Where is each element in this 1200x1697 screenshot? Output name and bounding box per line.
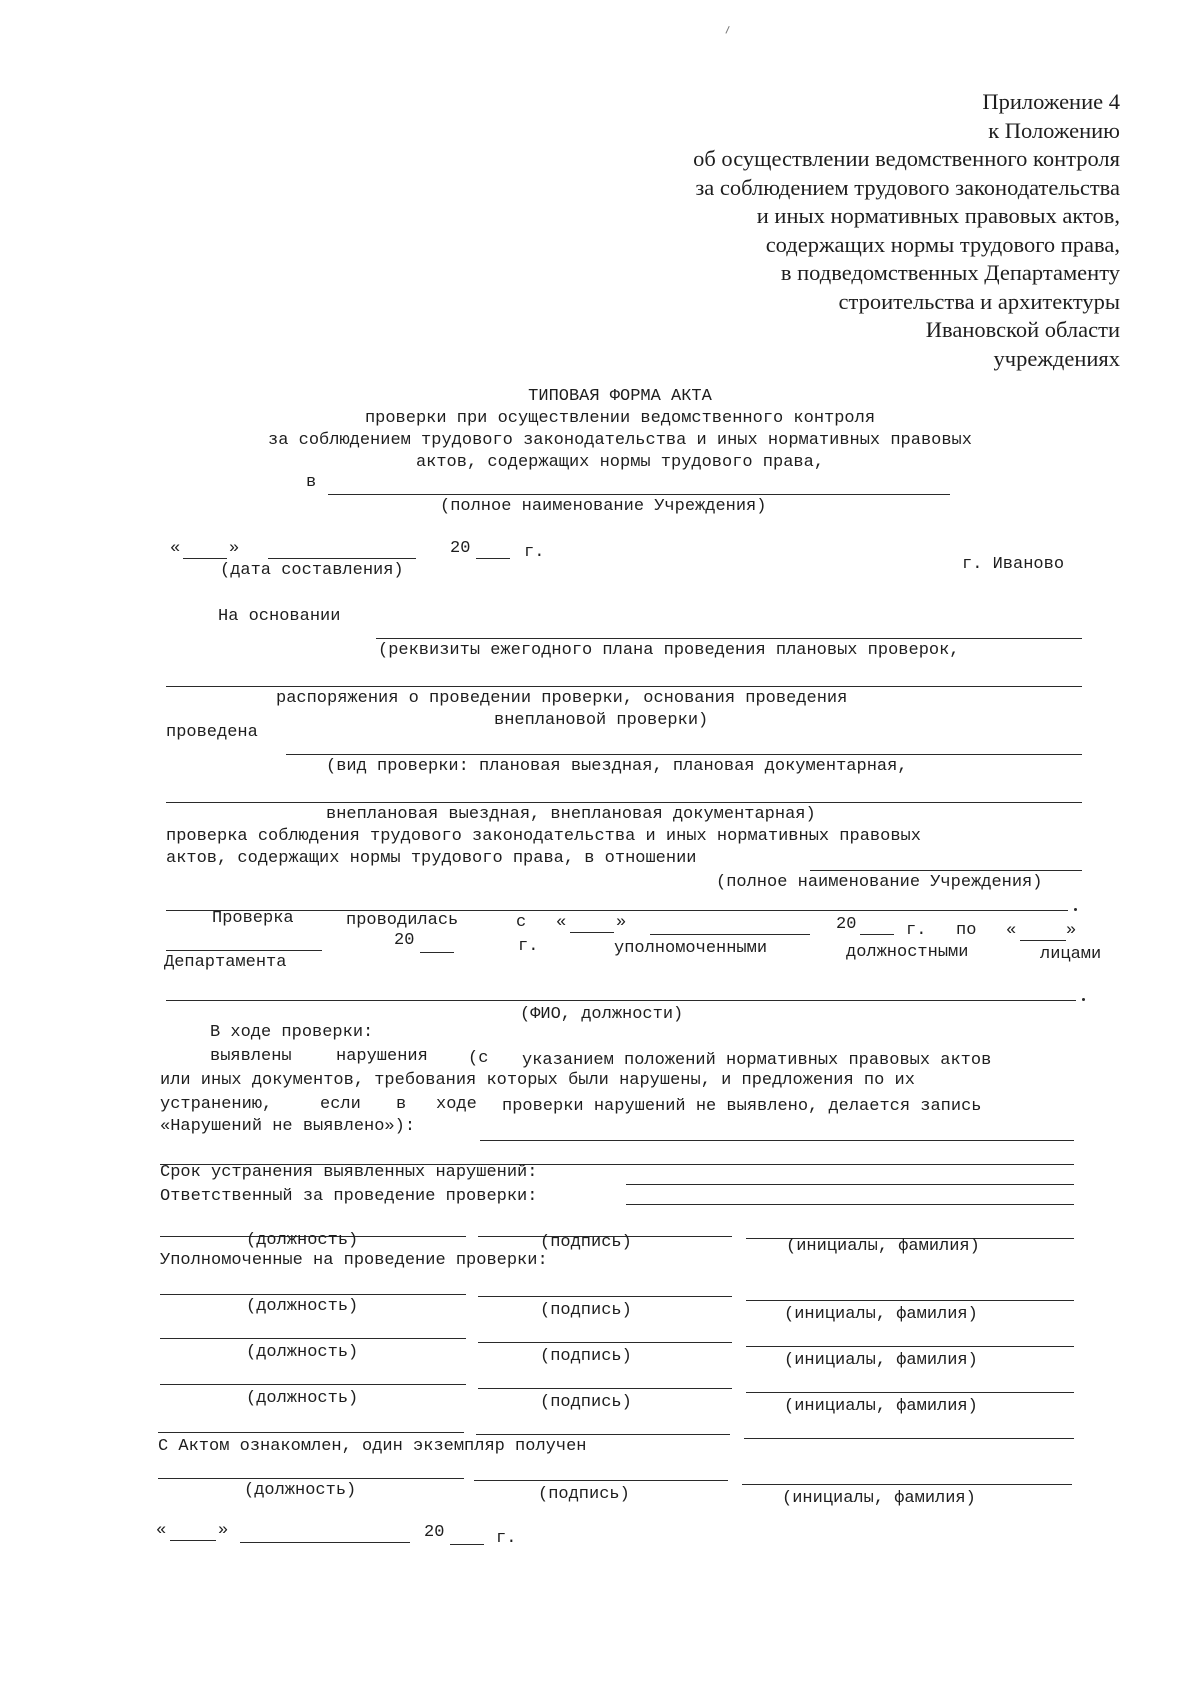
period-to-day-field[interactable] xyxy=(1020,940,1066,941)
deadline-field[interactable] xyxy=(626,1184,1074,1185)
period-word: проводилась xyxy=(346,911,459,930)
inspection-type-caption-2: внеплановая выездная, внеплановая документарная) xyxy=(326,805,816,824)
period-word: » xyxy=(616,913,627,932)
final-date-close-quote: » xyxy=(218,1521,229,1540)
findings-word: (с xyxy=(468,1049,489,1068)
acquainted-name-field-top[interactable] xyxy=(744,1438,1074,1439)
conducted-label: проведена xyxy=(166,723,258,742)
authorized-signature-field[interactable] xyxy=(478,1388,732,1389)
signature-caption: (подпись) xyxy=(540,1393,632,1412)
findings-heading: В ходе проверки: xyxy=(210,1023,374,1042)
findings-word: если xyxy=(320,1095,361,1114)
period-word: Проверка xyxy=(212,909,294,928)
period-mark xyxy=(1074,908,1077,911)
basis-label: На основании xyxy=(218,607,341,626)
basis-caption-1: (реквизиты ежегодного плана проведения плановых проверок, xyxy=(378,641,960,660)
appendix-line: содержащих нормы трудового права, xyxy=(765,231,1120,257)
date-year-prefix: 20 xyxy=(450,539,471,558)
name-caption: (инициалы, фамилия) xyxy=(782,1489,976,1508)
basis-caption-2: распоряжения о проведении проверки, основания проведения xyxy=(276,689,848,708)
date-year-field[interactable] xyxy=(476,558,510,559)
department-label: Департамента xyxy=(164,953,287,972)
date-year-suffix: г. xyxy=(524,543,545,562)
findings-field[interactable] xyxy=(480,1140,1074,1141)
acquainted-signature-field[interactable] xyxy=(474,1480,728,1481)
period-word: « xyxy=(556,913,567,932)
basis-field-2[interactable] xyxy=(166,686,1082,687)
inspection-type-caption-1: (вид проверки: плановая выездная, плановая документарная, xyxy=(326,757,908,776)
position-caption: (должность) xyxy=(246,1343,359,1362)
name-caption: (инициалы, фамилия) xyxy=(784,1305,978,1324)
appendix-line: учреждениях xyxy=(993,345,1120,371)
period-from-year-field[interactable] xyxy=(860,934,894,935)
position-caption: (должность) xyxy=(246,1389,359,1408)
responsible-label: Ответственный за проведение проверки: xyxy=(160,1187,538,1206)
appendix-line: за соблюдением трудового законодательства xyxy=(695,174,1120,200)
name-caption: (инициалы, фамилия) xyxy=(786,1237,980,1256)
authorized-name-field[interactable] xyxy=(746,1300,1074,1301)
institution-name-field-2[interactable] xyxy=(810,870,1082,871)
acquainted-name-field[interactable] xyxy=(742,1484,1072,1485)
scan-mark xyxy=(725,26,730,34)
period-word: « xyxy=(1006,921,1017,940)
period-to-year-field[interactable] xyxy=(420,952,454,953)
conducted-text-1: проверка соблюдения трудового законодательства и иных нормативных правовых xyxy=(166,827,921,846)
period-to-month-field[interactable] xyxy=(166,950,322,951)
appendix-line: Ивановской области xyxy=(925,317,1120,342)
form-subtitle-line1: проверки при осуществлении ведомственного контроля xyxy=(364,409,876,428)
findings-word: ходе xyxy=(436,1095,477,1114)
authorized-position-field[interactable] xyxy=(160,1338,466,1339)
findings-word: указанием положений нормативных правовых актов xyxy=(522,1051,992,1070)
appendix-line: и иных нормативных правовых актов, xyxy=(756,203,1120,228)
basis-caption-3: внеплановой проверки) xyxy=(494,711,709,730)
final-date-year-suffix: г. xyxy=(496,1529,517,1548)
authorized-name-field[interactable] xyxy=(746,1346,1074,1347)
conducted-text-2: актов, содержащих нормы трудового права, в отношении xyxy=(166,849,697,868)
final-date-open-quote: « xyxy=(156,1521,167,1540)
period-word: должностными xyxy=(846,943,969,962)
period-word: 20 xyxy=(394,931,415,950)
form-subtitle-line2: за соблюдением трудового законодательства и иных нормативных правовых xyxy=(268,431,972,450)
period-from-month-field[interactable] xyxy=(650,934,810,935)
authorized-signature-field[interactable] xyxy=(478,1296,732,1297)
deadline-label: Срок устранения выявленных нарушений: xyxy=(160,1163,538,1182)
signature-caption: (подпись) xyxy=(540,1301,632,1320)
findings-word: устранению, xyxy=(160,1095,273,1114)
appendix-line: в подведомственных Департаменту xyxy=(780,260,1120,285)
appendix-line: к Положению xyxy=(988,117,1120,143)
signature-caption: (подпись) xyxy=(540,1347,632,1366)
period-word: по xyxy=(956,921,977,940)
date-open-quote: « xyxy=(170,539,181,558)
inspection-type-field[interactable] xyxy=(286,754,1082,755)
signature-caption: (подпись) xyxy=(538,1485,630,1504)
period-word: с xyxy=(516,913,527,932)
basis-field[interactable] xyxy=(376,638,1082,639)
findings-line-4: «Нарушений не выявлено»): xyxy=(160,1117,416,1136)
institution-name-field[interactable] xyxy=(328,494,950,495)
period-word: 20 xyxy=(836,915,857,934)
period-from-day-field[interactable] xyxy=(570,932,614,933)
authorized-name-field[interactable] xyxy=(746,1392,1074,1393)
in-prefix: в xyxy=(306,473,317,492)
inspection-type-field-2[interactable] xyxy=(166,802,1082,803)
findings-word: проверки нарушений не выявлено, делается запись xyxy=(502,1097,982,1116)
city: г. Иваново xyxy=(962,555,1065,574)
officials-field[interactable] xyxy=(166,1000,1076,1001)
signature-caption: (подпись) xyxy=(540,1233,632,1252)
authorized-position-field[interactable] xyxy=(160,1384,466,1385)
authorized-signature-field[interactable] xyxy=(478,1342,732,1343)
findings-word: нарушения xyxy=(336,1047,428,1066)
appendix-line: строительства и архитектуры xyxy=(838,288,1120,314)
name-caption: (инициалы, фамилия) xyxy=(784,1351,978,1370)
acquainted-label: С Актом ознакомлен, один экземпляр получен xyxy=(158,1437,587,1456)
date-close-quote: » xyxy=(229,539,240,558)
appendix-line: об осуществлении ведомственного контроля xyxy=(693,146,1120,171)
date-day-field[interactable] xyxy=(183,558,227,559)
institution-caption-2: (полное наименование Учреждения) xyxy=(716,873,1043,892)
final-date-day-field[interactable] xyxy=(170,1540,216,1541)
period-word: » xyxy=(1066,921,1077,940)
findings-line-2: или иных документов, требования которых были нарушены, и предложения по их xyxy=(160,1071,915,1090)
authorized-position-field[interactable] xyxy=(160,1294,466,1295)
acquainted-signature-field-top[interactable] xyxy=(476,1434,730,1435)
officials-caption: (ФИО, должности) xyxy=(520,1005,684,1024)
date-caption: (дата составления) xyxy=(220,561,404,580)
responsible-field[interactable] xyxy=(626,1204,1074,1205)
institution-name-field-3[interactable] xyxy=(166,910,1068,911)
appendix-header xyxy=(693,88,1120,373)
form-subtitle-line3: актов, содержащих нормы трудового права, xyxy=(415,453,825,472)
position-caption: (должность) xyxy=(246,1297,359,1316)
officials-mark xyxy=(1082,998,1085,1001)
name-caption: (инициалы, фамилия) xyxy=(784,1397,978,1416)
period-word: г. xyxy=(518,937,539,956)
final-date-month-field[interactable] xyxy=(240,1542,410,1543)
final-date-year-field[interactable] xyxy=(450,1544,484,1545)
form-title: ТИПОВАЯ ФОРМА АКТА xyxy=(528,387,712,406)
period-word: уполномоченными xyxy=(614,939,768,958)
acquainted-position-field-top[interactable] xyxy=(158,1432,464,1433)
acquainted-position-field[interactable] xyxy=(158,1478,464,1479)
institution-caption: (полное наименование Учреждения) xyxy=(440,497,767,516)
date-month-field[interactable] xyxy=(268,558,416,559)
final-date-year-prefix: 20 xyxy=(424,1523,445,1542)
period-word: лицами xyxy=(1040,945,1102,964)
findings-word: выявлены xyxy=(210,1047,292,1066)
authorized-label: Уполномоченные на проведение проверки: xyxy=(160,1251,548,1270)
findings-word: в xyxy=(396,1095,407,1114)
position-caption: (должность) xyxy=(244,1481,357,1500)
position-caption: (должность) xyxy=(246,1231,359,1250)
period-word: г. xyxy=(906,921,927,940)
appendix-line: Приложение 4 xyxy=(982,89,1120,114)
